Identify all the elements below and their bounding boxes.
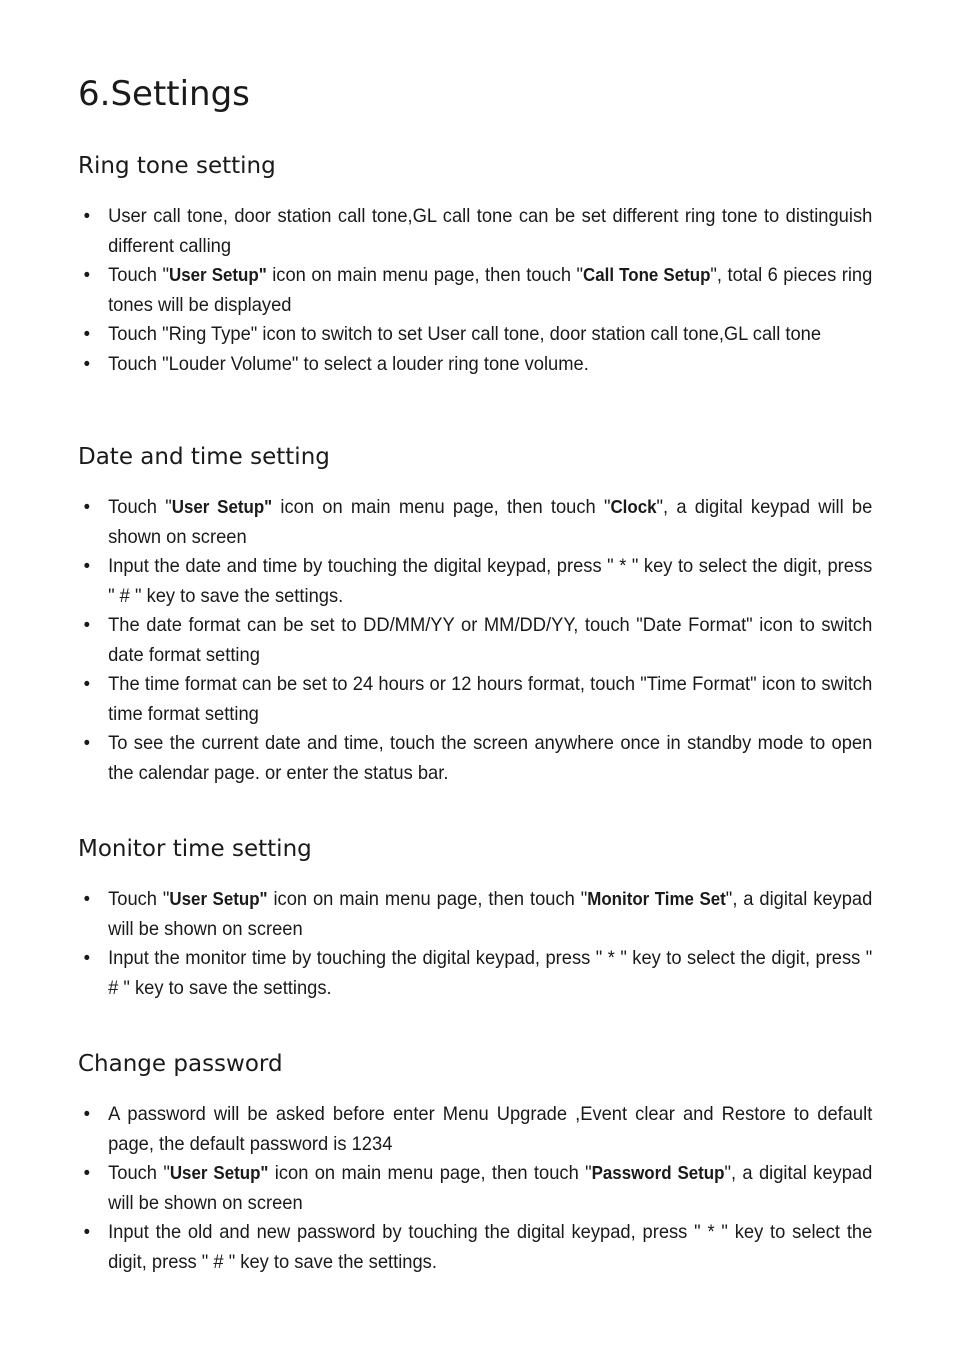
bullet-icon: •: [83, 555, 91, 577]
bullet-icon: •: [83, 264, 91, 286]
bullet-icon: •: [83, 947, 91, 969]
section-heading: Date and time setting: [78, 444, 330, 470]
list-item: • Touch "User Setup" icon on main menu page, then touch "Clock", a digital keypad will be shown on screen: [78, 493, 872, 552]
list-item: • Touch "User Setup" icon on main menu page, then touch "Password Setup", a digital keypad will be shown on screen: [78, 1159, 872, 1218]
list-item: • Touch "User Setup" icon on main menu page, then touch "Call Tone Setup", total 6 pieces ring tones will be displayed: [78, 261, 872, 320]
list-item: • Input the date and time by touching the digital keypad, press " * " key to select the digit, press " # " key to save the settings.: [78, 552, 872, 611]
bullet-icon: •: [83, 205, 91, 227]
bullet-list: [78, 202, 876, 379]
section-heading: Monitor time setting: [78, 836, 312, 862]
bullet-icon: •: [83, 614, 91, 636]
section-heading: Change password: [78, 1051, 283, 1077]
list-item: • A password will be asked before enter Menu Upgrade ,Event clear and Restore to default page, the default password is 1234: [78, 1100, 872, 1159]
list-item: • User call tone, door station call tone,GL call tone can be set different ring tone to distinguish different calling: [78, 202, 872, 261]
bullet-icon: •: [83, 888, 91, 910]
list-item: • The date format can be set to DD/MM/YY or MM/DD/YY, touch "Date Format" icon to switch date format setting: [78, 611, 872, 670]
bullet-icon: •: [83, 732, 91, 754]
bullet-list: [78, 493, 876, 788]
bullet-icon: •: [83, 1221, 91, 1243]
bullet-icon: •: [83, 352, 91, 375]
section-heading: Ring tone setting: [78, 153, 276, 179]
list-item: • Touch "Louder Volume" to select a louder ring tone volume.: [78, 350, 872, 380]
section-change-password: [78, 1049, 876, 1277]
bullet-icon: •: [83, 673, 91, 695]
page-title: 6.Settings: [78, 74, 250, 114]
list-item: • Touch "Ring Type" icon to switch to set User call tone, door station call tone,GL call tone: [78, 320, 872, 350]
bullet-list: [78, 885, 876, 1003]
bullet-icon: •: [83, 1162, 91, 1184]
list-item: • The time format can be set to 24 hours or 12 hours format, touch "Time Format" icon to switch time format setting: [78, 670, 872, 729]
section-ring-tone: [78, 151, 876, 379]
section-monitor-time: [78, 834, 876, 1003]
bullet-icon: •: [83, 496, 91, 518]
list-item: • Touch "User Setup" icon on main menu page, then touch "Monitor Time Set", a digital keypad will be shown on screen: [78, 885, 872, 944]
bullet-icon: •: [83, 1103, 91, 1125]
list-item: • Input the monitor time by touching the digital keypad, press " * " key to select the digit, press " # " key to save the settings.: [78, 944, 872, 1003]
section-date-time: [78, 442, 876, 788]
bullet-list: [78, 1100, 876, 1277]
list-item: • Input the old and new password by touching the digital keypad, press " * " key to select the digit, press " # " key to save the settings.: [78, 1218, 872, 1277]
bullet-icon: •: [83, 323, 91, 345]
list-item: • To see the current date and time, touch the screen anywhere once in standby mode to open the calendar page. or enter the status bar.: [78, 729, 872, 788]
